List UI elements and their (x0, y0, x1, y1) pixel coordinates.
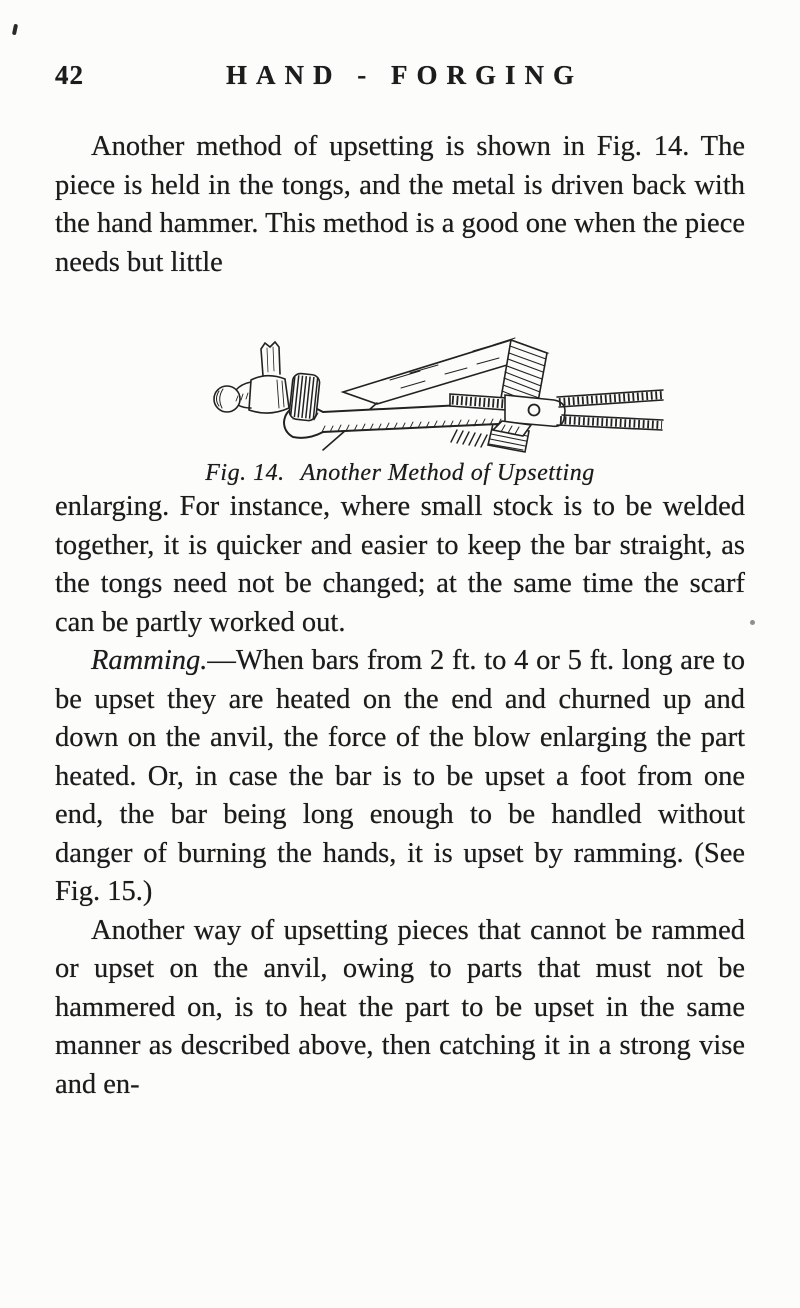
figure-14-caption (55, 458, 745, 488)
figure-caption-title: Another Method of Upsetting (300, 460, 595, 486)
ramming-text: —When bars from 2 ft. to 4 or 5 ft. long are to be upset they are heated on the end and churned up and down on the anvil, the force of the blow enlarging the part heated. Or, in case the bar is to be upset a foot from one end, the bar being long enough to be handled without danger of burning the hands, it is upset by ramming. (See Fig. 15.) (55, 645, 745, 907)
figure-14-illustration (205, 318, 665, 458)
page-number: 42 (55, 60, 84, 90)
page-body (55, 128, 745, 1104)
paragraph-ramming (55, 642, 745, 912)
running-header-title: HAND - FORGING (226, 60, 583, 90)
scan-speck (750, 620, 755, 625)
bar-stock-drawing (323, 338, 547, 452)
paragraph-upsetting-method: Another method of upsetting is shown in Fig. 14. The piece is held in the tongs, and the metal is driven back with the hand hammer. This method is a good one when the piece needs but little (55, 131, 745, 278)
paragraph-enlarging: enlarging. For instance, where small stock is to be welded together, it is quicker and easier to keep the bar straight, as the tongs need not be changed; at the same time the scarf can be partly worked out. (55, 491, 745, 638)
figure-caption-label: Fig. 14. (205, 460, 285, 486)
paragraph-another-way: Another way of upsetting pieces that cannot be rammed or upset on the anvil, owing to parts that must not be hammered on, is to heat the part to be upset in the same manner as described above, then catching it in a strong vise and en- (55, 914, 745, 1100)
ramming-term: Ramming. (91, 645, 208, 676)
figure-14 (205, 318, 665, 458)
hammer-drawing (214, 342, 320, 421)
running-header (0, 0, 800, 128)
